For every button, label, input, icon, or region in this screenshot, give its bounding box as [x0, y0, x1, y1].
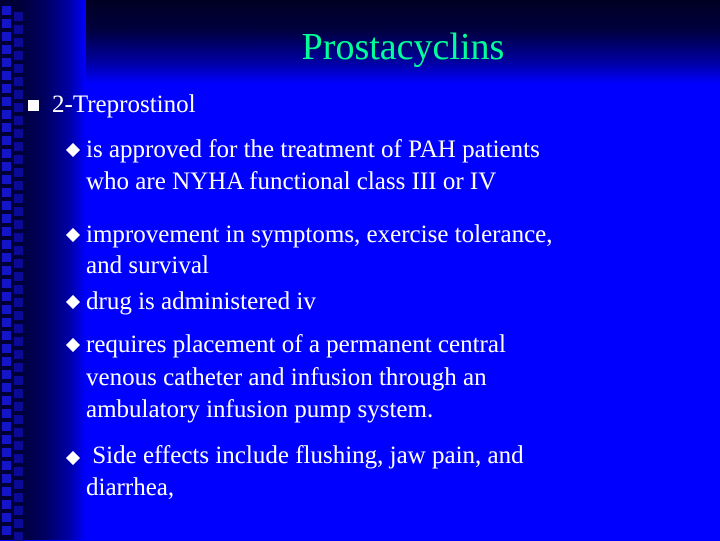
decorative-square — [2, 110, 11, 119]
level1-bullet-text: 2-Treprostinol — [52, 91, 196, 118]
decorative-square — [14, 298, 23, 307]
decorative-square — [14, 77, 23, 86]
bullet-4-line-3: ambulatory infusion pump system. — [86, 396, 434, 423]
square-bullet-icon — [28, 100, 39, 111]
decorative-square — [14, 25, 23, 34]
decorative-square — [2, 84, 11, 93]
decorative-square — [14, 480, 23, 489]
decorative-square — [2, 279, 11, 288]
decorative-square — [14, 402, 23, 411]
decorative-square — [14, 350, 23, 359]
decorative-square — [14, 90, 23, 99]
decorative-square — [2, 6, 11, 15]
decorative-square — [2, 136, 11, 145]
decorative-square — [14, 246, 23, 255]
decorative-square — [2, 435, 11, 444]
decorative-square — [14, 428, 23, 437]
bullet-3-line-1: drug is administered iv — [86, 288, 316, 315]
decorative-square — [2, 149, 11, 158]
decorative-square — [14, 38, 23, 47]
decorative-square — [2, 188, 11, 197]
decorative-square — [2, 383, 11, 392]
decorative-square — [14, 233, 23, 242]
decorative-square — [2, 461, 11, 470]
decorative-square — [14, 64, 23, 73]
decorative-square — [2, 396, 11, 405]
slide-title: Prostacyclins — [301, 26, 505, 68]
decorative-square — [14, 324, 23, 333]
decorative-square — [14, 454, 23, 463]
decorative-square — [2, 175, 11, 184]
bullet-4-line-2: venous catheter and infusion through an — [86, 364, 487, 391]
decorative-square — [2, 58, 11, 67]
decorative-square — [14, 181, 23, 190]
decorative-square — [14, 337, 23, 346]
decorative-square — [14, 493, 23, 502]
decorative-square — [2, 71, 11, 80]
decorative-square — [14, 155, 23, 164]
decorative-square — [14, 376, 23, 385]
decorative-square — [14, 259, 23, 268]
decorative-square — [2, 253, 11, 262]
decorative-square — [14, 272, 23, 281]
decorative-square — [2, 240, 11, 249]
decorative-square — [2, 344, 11, 353]
decorative-square — [14, 285, 23, 294]
decorative-square — [2, 318, 11, 327]
decorative-square — [2, 331, 11, 340]
decorative-square — [14, 311, 23, 320]
decorative-square — [14, 207, 23, 216]
bullet-2-line-1: improvement in symptoms, exercise tolerance, — [86, 221, 553, 248]
decorative-square-pattern — [0, 0, 24, 540]
decorative-square — [14, 467, 23, 476]
decorative-square — [2, 409, 11, 418]
decorative-square — [14, 506, 23, 515]
decorative-square — [14, 519, 23, 528]
bullet-2-line-2: and survival — [86, 252, 209, 279]
decorative-square — [2, 19, 11, 28]
decorative-square — [2, 513, 11, 522]
decorative-square — [14, 441, 23, 450]
decorative-square — [14, 129, 23, 138]
decorative-square — [14, 363, 23, 372]
decorative-square — [2, 526, 11, 535]
decorative-square — [14, 142, 23, 151]
bullet-4-line-1: requires placement of a permanent central — [86, 331, 506, 358]
decorative-square — [2, 305, 11, 314]
decorative-square — [14, 51, 23, 60]
decorative-square — [2, 474, 11, 483]
decorative-square — [2, 162, 11, 171]
decorative-square — [2, 448, 11, 457]
decorative-square — [14, 168, 23, 177]
decorative-square — [2, 227, 11, 236]
decorative-square — [2, 32, 11, 41]
decorative-square — [2, 487, 11, 496]
decorative-square — [14, 389, 23, 398]
bullet-5-line-2: diarrhea, — [86, 474, 175, 501]
decorative-square — [2, 422, 11, 431]
decorative-square — [14, 12, 23, 21]
decorative-square — [14, 116, 23, 125]
decorative-square — [2, 214, 11, 223]
decorative-square — [2, 357, 11, 366]
decorative-square — [14, 103, 23, 112]
decorative-square — [2, 292, 11, 301]
decorative-square — [14, 194, 23, 203]
bullet-1-line-2: who are NYHA functional class III or IV — [86, 168, 497, 195]
decorative-square — [2, 500, 11, 509]
decorative-square — [2, 370, 11, 379]
decorative-square — [2, 266, 11, 275]
decorative-square — [2, 97, 11, 106]
decorative-square — [14, 220, 23, 229]
decorative-square — [2, 123, 11, 132]
decorative-square — [14, 415, 23, 424]
decorative-square — [2, 201, 11, 210]
bullet-5-line-1: Side effects include flushing, jaw pain, and — [86, 442, 524, 469]
decorative-square — [2, 45, 11, 54]
bullet-1-line-1: is approved for the treatment of PAH patients — [86, 136, 540, 163]
